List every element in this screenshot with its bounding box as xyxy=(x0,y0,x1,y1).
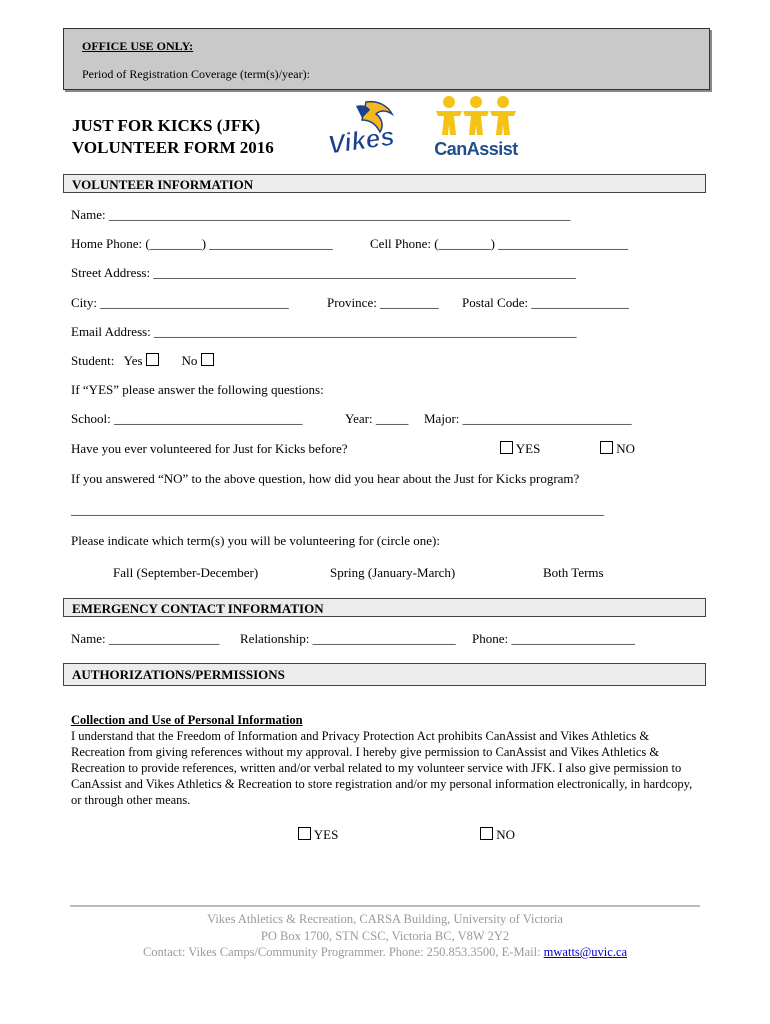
collection-use-title: Collection and Use of Personal Information xyxy=(71,713,303,727)
form-title-line1: JUST FOR KICKS (JFK) xyxy=(72,116,261,135)
volunteered-yes-checkbox[interactable] xyxy=(500,441,513,454)
vikes-logo xyxy=(326,98,398,162)
if-yes-instruction: If “YES” please answer the following questions: xyxy=(71,382,324,397)
volunteer-info-header: VOLUNTEER INFORMATION xyxy=(63,174,706,193)
footer-contact-line xyxy=(0,945,770,960)
street-address-field[interactable]: Street Address: _________________________________________________________________ xyxy=(71,265,576,280)
authorization-paragraph: I understand that the Freedom of Information and Privacy Protection Act prohibits CanAssist and Vikes Athletics & Recreation from giving references without my approval. I hereby give permission to CanAssist and Vikes Athletics & Recreation to provide references, written and/or verbal related to my volunteer service with JFK. I also give permission to CanAssist and Vikes Athletics & Recreation to store registration and/or my personal information electronically, in hardcopy, or through other means. xyxy=(71,729,693,807)
footer-email-link[interactable]: mwatts@uvic.ca xyxy=(543,945,628,959)
home-phone-field[interactable]: Home Phone: (________) ___________________ xyxy=(71,236,333,251)
volunteered-yes-label: YES xyxy=(515,441,541,456)
office-use-title: OFFICE USE ONLY: xyxy=(82,39,194,53)
school-field[interactable]: School: _____________________________ xyxy=(71,411,303,426)
canassist-logo xyxy=(430,95,522,165)
authorizations-header: AUTHORIZATIONS/PERMISSIONS xyxy=(63,663,706,686)
volunteered-before-question: Have you ever volunteered for Just for Kicks before? xyxy=(71,441,348,456)
volunteered-no-label: NO xyxy=(616,441,636,456)
term-prompt: Please indicate which term(s) you will be volunteering for (circle one): xyxy=(71,533,440,548)
authorization-no-checkbox[interactable] xyxy=(480,827,493,840)
term-spring-option[interactable]: Spring (January-March) xyxy=(330,565,456,580)
cell-phone-field[interactable]: Cell Phone: (________) ____________________ xyxy=(370,236,629,251)
term-fall-option[interactable]: Fall (September-December) xyxy=(113,565,259,580)
canassist-logo-text: CanAssist xyxy=(434,139,518,159)
student-no-checkbox[interactable] xyxy=(201,353,214,366)
emergency-name-field[interactable]: Name: _________________ xyxy=(71,631,220,646)
authorization-yes-label: YES xyxy=(313,827,339,842)
how-heard-question: If you answered “NO” to the above question, how did you hear about the Just for Kicks program? xyxy=(71,471,580,486)
major-field[interactable]: Major: __________________________ xyxy=(424,411,632,426)
student-row xyxy=(71,353,214,369)
student-yes-checkbox[interactable] xyxy=(146,353,159,366)
volunteered-before-yes xyxy=(500,441,540,457)
postal-code-field[interactable]: Postal Code: _______________ xyxy=(462,295,629,310)
province-field[interactable]: Province: _________ xyxy=(327,295,439,310)
authorization-yes xyxy=(298,827,338,843)
emergency-relationship-field[interactable]: Relationship: ______________________ xyxy=(240,631,456,646)
volunteered-no-checkbox[interactable] xyxy=(600,441,613,454)
student-label: Student: xyxy=(71,353,115,368)
authorization-no xyxy=(480,827,515,843)
year-field[interactable]: Year: _____ xyxy=(345,411,409,426)
email-field[interactable]: Email Address: _________________________________________________________________ xyxy=(71,324,577,339)
authorization-yes-checkbox[interactable] xyxy=(298,827,311,840)
authorization-no-label: NO xyxy=(496,827,516,842)
form-title xyxy=(72,115,274,159)
city-field[interactable]: City: _____________________________ xyxy=(71,295,289,310)
emergency-phone-field[interactable]: Phone: ___________________ xyxy=(472,631,635,646)
how-heard-field[interactable]: __________________________________________________________________________________ xyxy=(71,502,604,517)
term-both-option[interactable]: Both Terms xyxy=(543,565,604,580)
registration-period-label: Period of Registration Coverage (term(s)/year): xyxy=(82,67,310,81)
student-no-label: No xyxy=(181,353,198,368)
volunteered-before-no xyxy=(600,441,635,457)
volunteer-name-field[interactable]: Name: _______________________________________________________________________ xyxy=(71,207,571,222)
office-use-box xyxy=(63,28,710,90)
student-yes-label: Yes xyxy=(123,353,143,368)
footer-address-line2: PO Box 1700, STN CSC, Victoria BC, V8W 2Y2 xyxy=(260,929,510,943)
form-title-line2: VOLUNTEER FORM 2016 xyxy=(72,138,274,157)
vikes-logo-text: Vikes xyxy=(326,120,397,160)
emergency-contact-header: EMERGENCY CONTACT INFORMATION xyxy=(63,598,706,617)
footer-address-line1: Vikes Athletics & Recreation, CARSA Building, University of Victoria xyxy=(207,912,563,926)
footer-contact-text: Contact: Vikes Camps/Community Programmer. Phone: 250.853.3500, E-Mail: xyxy=(142,945,544,959)
footer-divider xyxy=(70,905,700,907)
